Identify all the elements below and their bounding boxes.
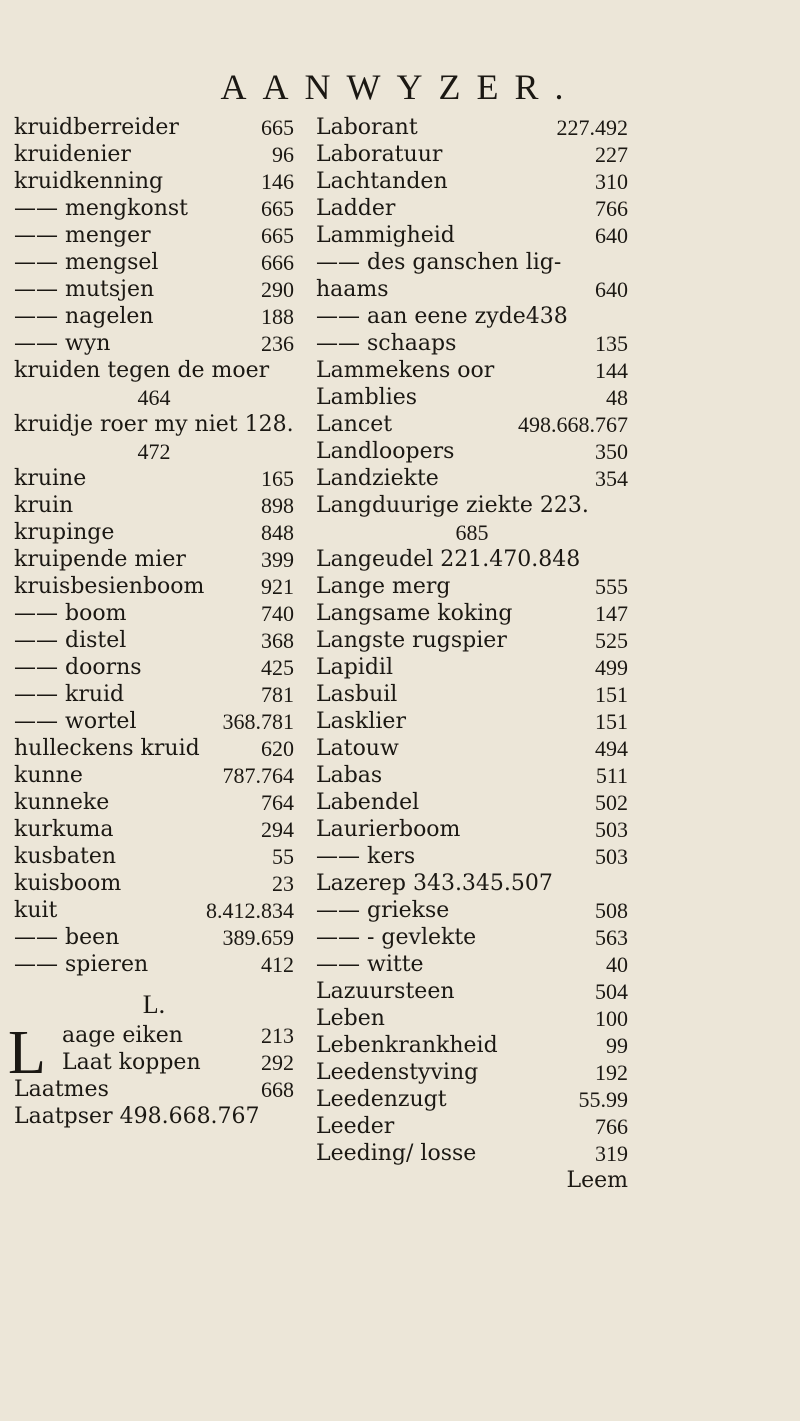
- entry-term: kunneke: [14, 790, 110, 815]
- index-entry: [14, 114, 294, 141]
- entry-term: Laatpser 498.668.767: [14, 1104, 260, 1129]
- index-entry: [14, 600, 294, 627]
- index-entry: [14, 816, 294, 843]
- index-entry: [14, 789, 294, 816]
- entry-term: —— wortel: [14, 709, 137, 734]
- entry-term: Latouw: [316, 736, 399, 761]
- entry-term: —— distel: [14, 628, 127, 653]
- index-entry: [316, 303, 628, 330]
- entry-term: kruiden tegen de moer: [14, 358, 270, 383]
- entry-page-ref: 668: [261, 1077, 294, 1102]
- index-entry: [14, 1103, 294, 1130]
- entry-term: kunne: [14, 763, 83, 788]
- index-entry: [316, 276, 628, 303]
- entry-page-ref: 354: [595, 466, 628, 491]
- index-entry: [14, 843, 294, 870]
- entry-page-ref: 399: [261, 547, 294, 572]
- index-entry: [316, 1113, 628, 1140]
- entry-term: Leeder: [316, 1114, 395, 1139]
- index-entry: [316, 411, 628, 438]
- entry-page-ref: 146: [261, 169, 294, 194]
- index-entry: [316, 978, 628, 1005]
- index-entry: [14, 492, 294, 519]
- index-entry: [14, 249, 294, 276]
- entry-page-ref: 425: [261, 655, 294, 680]
- index-entry: [316, 1032, 628, 1059]
- page-header: AANWYZER.: [220, 67, 580, 107]
- entry-term: kruine: [14, 466, 87, 491]
- entry-page-ref: 213: [261, 1023, 294, 1048]
- entry-term: —— boom: [14, 601, 127, 626]
- entry-term: haams: [316, 277, 389, 302]
- index-entry: [14, 1022, 294, 1049]
- dropcap-letter: L: [8, 1019, 46, 1087]
- index-entry: [14, 465, 294, 492]
- catchword: Leem: [566, 1168, 628, 1193]
- index-entry: [316, 762, 628, 789]
- entry-page-ref: 666: [261, 250, 294, 275]
- entry-page-ref: 499: [595, 655, 628, 680]
- index-entry: [316, 573, 628, 600]
- entry-term: krupinge: [14, 520, 115, 545]
- index-entry: [316, 114, 628, 141]
- entry-page-ref: 227: [595, 142, 628, 167]
- index-entry: [14, 951, 294, 978]
- entry-term: hulleckens kruid: [14, 736, 200, 761]
- entry-term: Laurierboom: [316, 817, 461, 842]
- index-column-left: [8, 114, 294, 1130]
- index-entry: [14, 222, 294, 249]
- index-entry: [316, 492, 628, 519]
- entry-page-ref: 464: [137, 385, 171, 410]
- entry-term: aage eiken: [62, 1023, 183, 1048]
- entry-page-ref: 188: [261, 304, 294, 329]
- index-entry: [14, 735, 294, 762]
- index-entry: [14, 330, 294, 357]
- entry-term: —— kruid: [14, 682, 125, 707]
- index-entry: [316, 546, 628, 573]
- entry-term: —— doorns: [14, 655, 142, 680]
- entry-page-ref: 147: [595, 601, 628, 626]
- index-entry: [14, 168, 294, 195]
- entry-page-ref: 144: [595, 358, 628, 383]
- index-entry: [316, 465, 628, 492]
- entry-page-ref: 498.668.767: [518, 412, 628, 437]
- entry-page-ref: 503: [595, 844, 628, 869]
- entry-term: Laat koppen: [62, 1050, 201, 1075]
- entry-page-ref: 503: [595, 817, 628, 842]
- entry-page-ref: 290: [261, 277, 294, 302]
- entry-term: Laborant: [316, 115, 418, 140]
- entry-page-ref: 766: [595, 1114, 628, 1139]
- entry-term: Lamblies: [316, 385, 418, 410]
- index-entry: [316, 330, 628, 357]
- index-entry: [316, 843, 628, 870]
- entry-page-ref: 502: [595, 790, 628, 815]
- index-entry: [14, 924, 294, 951]
- entry-term: Lammekens oor: [316, 358, 495, 383]
- entry-page-ref: 236: [261, 331, 294, 356]
- entry-term: Labas: [316, 763, 383, 788]
- entry-term: Langsame koking: [316, 601, 513, 626]
- entry-page-ref: 412: [261, 952, 294, 977]
- entry-term: Langduurige ziekte 223.: [316, 493, 589, 518]
- entry-term: kusbaten: [14, 844, 117, 869]
- index-entry: [14, 681, 294, 708]
- entry-term: Landloopers: [316, 439, 455, 464]
- entry-page-ref: 151: [595, 709, 628, 734]
- entry-page-ref: 472: [137, 439, 171, 464]
- index-entry: [316, 1086, 628, 1113]
- entry-page-ref: 350: [595, 439, 628, 464]
- entry-page-ref: 764: [261, 790, 294, 815]
- index-entry: [14, 303, 294, 330]
- entry-page-ref: 665: [261, 223, 294, 248]
- entry-term: kurkuma: [14, 817, 114, 842]
- index-entry: [316, 1059, 628, 1086]
- entry-page-ref: 151: [595, 682, 628, 707]
- entry-term: Leeding/ losse: [316, 1141, 477, 1166]
- index-entry: [316, 627, 628, 654]
- entry-term: kruin: [14, 493, 74, 518]
- entry-page-ref: 898: [261, 493, 294, 518]
- entry-term: Lazuursteen: [316, 979, 455, 1004]
- entry-page-ref: 55: [272, 844, 294, 869]
- index-entry: [316, 384, 628, 411]
- entry-page-ref: 665: [261, 196, 294, 221]
- entry-page-ref: 99: [606, 1033, 628, 1058]
- entry-page-ref: 921: [261, 574, 294, 599]
- index-entry: [316, 141, 628, 168]
- index-entry: [316, 1005, 628, 1032]
- index-entry: [14, 438, 294, 465]
- entry-term: kruidenier: [14, 142, 131, 167]
- entry-term: —— menger: [14, 223, 151, 248]
- entry-page-ref: 665: [261, 115, 294, 140]
- entry-page-ref: 368: [261, 628, 294, 653]
- index-entry: [316, 708, 628, 735]
- entry-page-ref: 23: [272, 871, 294, 896]
- index-entry: [316, 870, 628, 897]
- index-entry: [14, 627, 294, 654]
- index-entry: [14, 573, 294, 600]
- entry-term: Lebenkrankheid: [316, 1033, 498, 1058]
- entry-term: kruidje roer my niet 128.: [14, 412, 294, 437]
- entry-term: —— been: [14, 925, 120, 950]
- index-entry: [316, 924, 628, 951]
- entry-term: Leben: [316, 1006, 385, 1031]
- entry-page-ref: 620: [261, 736, 294, 761]
- index-entry: [316, 249, 628, 276]
- entry-page-ref: 494: [595, 736, 628, 761]
- entry-term: Leedenstyving: [316, 1060, 479, 1085]
- entry-term: —— griekse: [316, 898, 450, 923]
- entry-term: Leedenzugt: [316, 1087, 447, 1112]
- index-entry: [316, 951, 628, 978]
- index-entry: [316, 600, 628, 627]
- entry-term: Langeudel 221.470.848: [316, 547, 581, 572]
- entry-term: Lasklier: [316, 709, 406, 734]
- entry-term: —— witte: [316, 952, 424, 977]
- entry-page-ref: 504: [595, 979, 628, 1004]
- entry-page-ref: 787.764: [222, 763, 294, 788]
- entry-term: —— spieren: [14, 952, 149, 977]
- entry-term: Labendel: [316, 790, 420, 815]
- index-entry: [14, 1076, 294, 1103]
- entry-term: Langste rugspier: [316, 628, 507, 653]
- index-entry: [14, 897, 294, 924]
- entry-page-ref: 555: [595, 574, 628, 599]
- entry-page-ref: 227.492: [556, 115, 628, 140]
- entry-term: Lancet: [316, 412, 393, 437]
- index-entry: [14, 384, 294, 411]
- entry-term: —— kers: [316, 844, 416, 869]
- entry-page-ref: 508: [595, 898, 628, 923]
- entry-term: —— - gevlekte: [316, 925, 477, 950]
- entry-term: Lammigheid: [316, 223, 455, 248]
- entry-page-ref: 640: [595, 223, 628, 248]
- index-entry: [316, 168, 628, 195]
- entry-term: kruisbesienboom: [14, 574, 205, 599]
- index-entry: [316, 681, 628, 708]
- index-entry: [316, 654, 628, 681]
- index-entry: [14, 195, 294, 222]
- entry-page-ref: 319: [595, 1141, 628, 1166]
- index-entry: [14, 357, 294, 384]
- entry-page-ref: 848: [261, 520, 294, 545]
- index-entry: [316, 789, 628, 816]
- entry-term: kuisboom: [14, 871, 122, 896]
- entry-page-ref: 525: [595, 628, 628, 653]
- entry-page-ref: 389.659: [222, 925, 294, 950]
- entry-page-ref: 192: [595, 1060, 628, 1085]
- entry-page-ref: 96: [272, 142, 294, 167]
- index-entry: [316, 1140, 628, 1167]
- entry-page-ref: 8.412.834: [206, 898, 294, 923]
- index-entry: [316, 897, 628, 924]
- entry-page-ref: 40: [606, 952, 628, 977]
- index-entry: [14, 411, 294, 438]
- entry-term: —— aan eene zyde438: [316, 304, 568, 329]
- entry-page-ref: 740: [261, 601, 294, 626]
- entry-term: Laboratuur: [316, 142, 443, 167]
- entry-term: —— mengkonst: [14, 196, 189, 221]
- entry-page-ref: 310: [595, 169, 628, 194]
- entry-term: Lazerep 343.345.507: [316, 871, 553, 896]
- index-entry: [14, 1049, 294, 1076]
- index-entry: [316, 195, 628, 222]
- index-entry: [14, 708, 294, 735]
- entry-term: —— schaaps: [316, 331, 457, 356]
- entry-page-ref: 55.99: [578, 1087, 628, 1112]
- entry-page-ref: 511: [595, 763, 628, 788]
- entry-term: kruipende mier: [14, 547, 186, 572]
- entry-page-ref: 685: [455, 520, 489, 545]
- index-entry: [14, 141, 294, 168]
- index-entry: [14, 546, 294, 573]
- section-letter: L.: [142, 990, 166, 1019]
- entry-term: —— des ganschen lig-: [316, 250, 562, 275]
- entry-term: —— mutsjen: [14, 277, 155, 302]
- entry-page-ref: 48: [606, 385, 628, 410]
- index-entry: [316, 438, 628, 465]
- index-entry: [14, 519, 294, 546]
- index-entry: [316, 519, 628, 546]
- entry-term: Laatmes: [14, 1077, 109, 1102]
- entry-page-ref: 781: [261, 682, 294, 707]
- entry-term: kuit: [14, 898, 58, 923]
- index-entry: [14, 654, 294, 681]
- index-column-right: [316, 114, 628, 1194]
- entry-term: Lange merg: [316, 574, 451, 599]
- index-entry: [316, 222, 628, 249]
- entry-term: Lasbuil: [316, 682, 398, 707]
- entry-term: Landziekte: [316, 466, 439, 491]
- entry-page-ref: 640: [595, 277, 628, 302]
- entry-page-ref: 100: [595, 1006, 628, 1031]
- entry-term: —— nagelen: [14, 304, 154, 329]
- entry-term: Lapidil: [316, 655, 393, 680]
- index-entry: [14, 762, 294, 789]
- entry-page-ref: 135: [595, 331, 628, 356]
- entry-page-ref: 563: [595, 925, 628, 950]
- index-entry: [316, 735, 628, 762]
- index-entry: [316, 357, 628, 384]
- entry-term: Lachtanden: [316, 169, 448, 194]
- entry-page-ref: 766: [595, 196, 628, 221]
- entry-term: Ladder: [316, 196, 396, 221]
- index-entry: [14, 870, 294, 897]
- entry-page-ref: 368.781: [222, 709, 294, 734]
- entry-page-ref: 292: [261, 1050, 294, 1075]
- index-entry: [14, 276, 294, 303]
- index-entry: [316, 816, 628, 843]
- entry-term: —— mengsel: [14, 250, 159, 275]
- entry-page-ref: 165: [261, 466, 294, 491]
- entry-term: —— wyn: [14, 331, 111, 356]
- entry-page-ref: 294: [261, 817, 294, 842]
- entry-term: kruidkenning: [14, 169, 164, 194]
- dropcap-block: [8, 1019, 294, 1130]
- entry-term: kruidberreider: [14, 115, 179, 140]
